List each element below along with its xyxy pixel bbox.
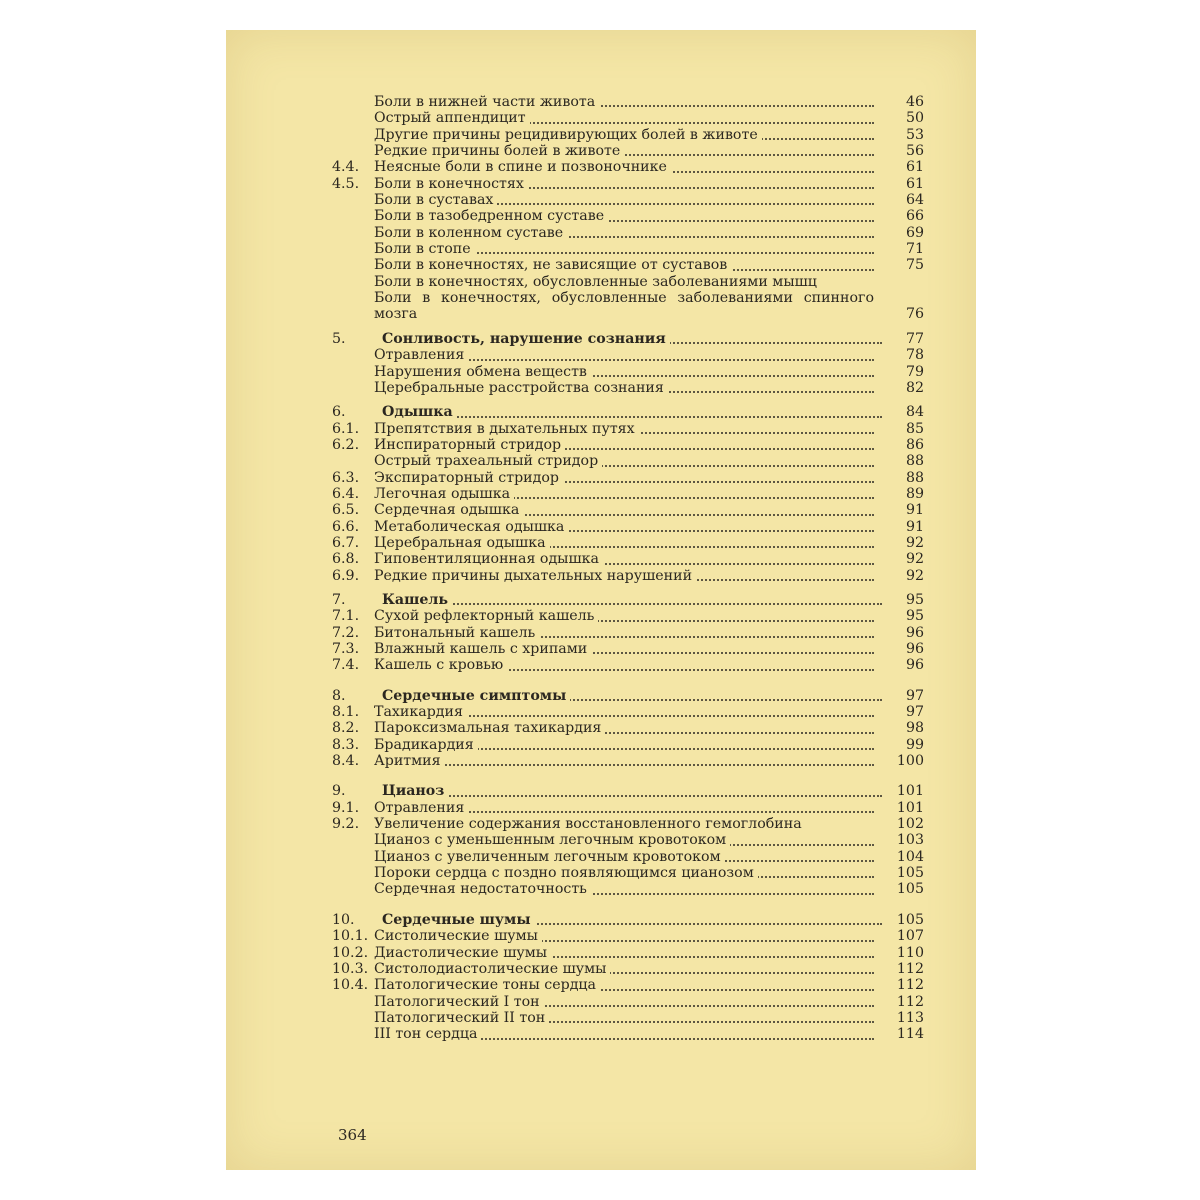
toc-entry-title-wrap xyxy=(382,404,882,420)
toc-entry-page: 105 xyxy=(896,911,924,928)
toc-entry-title-wrap xyxy=(374,110,874,126)
toc-entry xyxy=(332,657,928,673)
toc-entry-title-wrap xyxy=(374,568,874,584)
toc-entry xyxy=(332,568,928,584)
toc-entry-title-wrap xyxy=(374,364,874,380)
toc-entry-number: 5. xyxy=(332,330,346,347)
toc-entry xyxy=(332,257,928,273)
toc-entry-title-wrap xyxy=(374,720,874,736)
toc-entry xyxy=(332,519,928,535)
toc-entry-page: 88 xyxy=(905,453,924,470)
toc-entry-title-wrap xyxy=(374,657,874,673)
toc-entry-title: Боли в конечностях, обусловленные заболеваниями мышц xyxy=(374,274,821,290)
toc-entry xyxy=(332,470,928,486)
toc-entry-page: 107 xyxy=(896,928,924,945)
toc-entry-page: 56 xyxy=(905,143,924,160)
toc-entry-number: 6.1. xyxy=(332,420,360,437)
toc-entry-number: 6. xyxy=(332,404,346,421)
toc-entry-title-wrap xyxy=(374,961,874,977)
toc-entry-page: 91 xyxy=(905,502,924,519)
toc-entry-title: Острый аппендицит xyxy=(374,110,530,126)
toc-entry-number: 10.1. xyxy=(332,928,369,945)
toc-entry-title-wrap xyxy=(374,470,874,486)
toc-entry xyxy=(332,421,928,437)
toc-entry xyxy=(332,551,928,567)
toc-entry xyxy=(332,192,928,208)
toc-entry-page: 99 xyxy=(905,736,924,753)
toc-entry-title-wrap xyxy=(374,225,874,241)
toc-entry-title: Увеличение содержания восстановленного гемоглобина xyxy=(374,816,806,832)
toc-entry-page: 112 xyxy=(896,993,924,1010)
toc-entry-title-wrap xyxy=(374,994,874,1010)
toc-entry xyxy=(332,832,928,848)
toc-entry-title: Другие причины рецидивирующих болей в животе xyxy=(374,127,762,143)
toc-entry-page: 61 xyxy=(905,159,924,176)
toc-entry-page: 114 xyxy=(896,1026,924,1043)
toc-entry-title-wrap xyxy=(374,519,874,535)
toc-entry-page: 66 xyxy=(905,208,924,225)
toc-entry-page: 92 xyxy=(905,551,924,568)
toc-entry xyxy=(332,1010,928,1026)
toc-entry xyxy=(332,816,928,832)
toc-entry xyxy=(332,625,928,641)
toc-entry xyxy=(332,800,928,816)
toc-entry-title-wrap xyxy=(374,421,874,437)
toc-entry-title: Боли в стопе xyxy=(374,241,475,257)
toc-entry-number: 4.4. xyxy=(332,159,360,176)
toc-entry-number: 10.3. xyxy=(332,960,369,977)
toc-entry xyxy=(332,928,928,944)
toc-entry-title-wrap xyxy=(374,753,874,769)
toc-entry-title: Инспираторный стридор xyxy=(374,437,565,453)
toc-entry-number: 7.2. xyxy=(332,624,360,641)
toc-entry-page: 75 xyxy=(905,257,924,274)
toc-entry xyxy=(332,592,928,608)
toc-entry-title: Неясные боли в спине и позвоночнике xyxy=(374,159,671,175)
toc-entry-title: Брадикардия xyxy=(374,737,478,753)
toc-entry-number: 7. xyxy=(332,591,346,608)
toc-entry-page: 100 xyxy=(896,753,924,770)
toc-entry-title-wrap xyxy=(374,159,874,175)
toc-entry-title-wrap xyxy=(374,737,874,753)
toc-entry-title-wrap xyxy=(382,688,882,704)
dot-leader xyxy=(382,795,882,797)
toc-entry xyxy=(332,404,928,420)
toc-entry-page: 46 xyxy=(905,94,924,110)
toc-entry-page: 53 xyxy=(905,126,924,143)
toc-entry-title: Препятствия в дыхательных путях xyxy=(374,421,639,437)
toc-entry-title: Сердечные симптомы xyxy=(382,688,570,704)
toc-entry-title-wrap xyxy=(374,143,874,159)
toc-entry-title: Боли в нижней части живота xyxy=(374,94,599,110)
toc-entry-title: III тон сердца xyxy=(374,1026,481,1042)
toc-entry-title: Патологический II тон xyxy=(374,1010,549,1026)
toc-entry-page: 103 xyxy=(896,832,924,849)
toc-entry-title: Диастолические шумы xyxy=(374,945,551,961)
toc-entry-page: 105 xyxy=(896,865,924,882)
toc-entry-title: Цианоз с увеличенным легочным кровотоком xyxy=(374,849,725,865)
toc-entry-number: 10.4. xyxy=(332,977,369,994)
toc-entry-number: 10. xyxy=(332,911,355,928)
toc-entry xyxy=(332,437,928,453)
toc-entry-page: 105 xyxy=(896,881,924,898)
toc-entry-title-wrap xyxy=(374,241,874,257)
toc-entry-title-wrap xyxy=(374,192,874,208)
toc-entry-title-wrap xyxy=(374,535,874,551)
toc-entry-number: 4.5. xyxy=(332,175,360,192)
toc-entry xyxy=(332,641,928,657)
toc-entry-page: 86 xyxy=(905,436,924,453)
toc-entry-title: Редкие причины болей в животе xyxy=(374,143,624,159)
toc-entry-title: Сердечные шумы xyxy=(382,912,535,928)
toc-entry-page: 84 xyxy=(905,404,924,421)
toc-entry-title: Пароксизмальная тахикардия xyxy=(374,720,605,736)
toc-entry-title: Одышка xyxy=(382,404,457,420)
toc-entry-number: 8.1. xyxy=(332,704,360,721)
toc-entry-title-wrap xyxy=(374,881,874,897)
toc-entry-page: 104 xyxy=(896,848,924,865)
toc-entry-title-wrap xyxy=(382,331,882,347)
toc-entry-number: 8.3. xyxy=(332,736,360,753)
toc-entry-page: 85 xyxy=(905,420,924,437)
toc-entry xyxy=(332,945,928,961)
toc-entry-title: Аритмия xyxy=(374,753,445,769)
toc-entry-page: 78 xyxy=(905,347,924,364)
dot-leader xyxy=(382,416,882,418)
toc-entry xyxy=(332,753,928,769)
toc-entry-page: 82 xyxy=(905,379,924,396)
toc-entry-page: 110 xyxy=(896,944,924,961)
toc-entry-number: 7.3. xyxy=(332,641,360,657)
toc-entry-title-wrap xyxy=(374,1010,874,1026)
toc-entry-title: Церебральные расстройства сознания xyxy=(374,380,668,396)
toc-entry-page: 69 xyxy=(905,224,924,241)
toc-entry-title: Кашель с кровью xyxy=(374,657,507,673)
toc-entry-page: 101 xyxy=(896,783,924,800)
toc-entry-title-wrap xyxy=(374,608,874,624)
toc-entry-title-wrap xyxy=(374,849,874,865)
toc-entry-title: Патологический I тон xyxy=(374,994,544,1010)
toc-entry-number: 6.3. xyxy=(332,469,360,486)
toc-entry xyxy=(332,502,928,518)
toc-entry-number: 9. xyxy=(332,783,346,800)
toc-entry-page: 77 xyxy=(905,330,924,347)
toc-entry-page: 92 xyxy=(905,567,924,584)
toc-entry-title: Боли в конечностях, обусловленные заболеваниями спинного мозга xyxy=(374,290,874,323)
toc-entry-title-wrap xyxy=(374,290,874,323)
toc-entry-title-wrap xyxy=(374,274,874,290)
toc-entry xyxy=(332,241,928,257)
toc-entry-number: 8.4. xyxy=(332,753,360,770)
toc-entry-number: 6.7. xyxy=(332,534,360,551)
toc-entry-title: Цианоз xyxy=(382,783,448,799)
toc-entry-title: Острый трахеальный стридор xyxy=(374,453,602,469)
toc-entry xyxy=(332,849,928,865)
toc-entry xyxy=(332,486,928,502)
toc-entry-title: Влажный кашель с хрипами xyxy=(374,641,591,657)
toc-entry-title-wrap xyxy=(374,486,874,502)
toc-entry-number: 6.2. xyxy=(332,436,360,453)
toc-entry-number: 7.1. xyxy=(332,608,360,625)
toc-entry-page: 96 xyxy=(905,624,924,641)
toc-entry-title-wrap xyxy=(374,257,874,273)
toc-entry-title: Редкие причины дыхательных нарушений xyxy=(374,568,696,584)
toc-entry xyxy=(332,110,928,126)
toc-entry xyxy=(332,331,928,347)
table-of-contents xyxy=(332,94,928,1043)
toc-entry xyxy=(332,453,928,469)
toc-entry-title-wrap xyxy=(374,347,874,363)
toc-entry-title: Отравления xyxy=(374,800,468,816)
toc-entry-title: Битональный кашель xyxy=(374,625,539,641)
toc-entry xyxy=(332,225,928,241)
toc-entry xyxy=(332,127,928,143)
toc-entry-number: 6.4. xyxy=(332,485,360,502)
toc-entry xyxy=(332,688,928,704)
toc-entry-title-wrap xyxy=(374,832,874,848)
toc-entry xyxy=(332,364,928,380)
toc-entry xyxy=(332,704,928,720)
toc-entry-title: Боли в конечностях, не зависящие от суставов xyxy=(374,257,731,273)
toc-entry-title-wrap xyxy=(374,437,874,453)
toc-entry-title-wrap xyxy=(374,551,874,567)
toc-entry-page: 98 xyxy=(905,720,924,737)
toc-entry xyxy=(332,737,928,753)
toc-entry-title-wrap xyxy=(382,783,882,799)
toc-entry xyxy=(332,143,928,159)
toc-entry-page: 95 xyxy=(905,591,924,608)
toc-entry-number: 10.2. xyxy=(332,944,369,961)
toc-entry xyxy=(332,159,928,175)
toc-entry-title-wrap xyxy=(374,380,874,396)
toc-entry-page: 92 xyxy=(905,534,924,551)
toc-entry xyxy=(332,176,928,192)
toc-entry-page: 95 xyxy=(905,608,924,625)
toc-entry-title: Церебральная одышка xyxy=(374,535,550,551)
toc-entry-page: 88 xyxy=(905,469,924,486)
toc-entry xyxy=(332,94,928,110)
toc-entry-page: 64 xyxy=(905,192,924,209)
dot-leader xyxy=(382,603,882,605)
toc-entry-page: 112 xyxy=(896,960,924,977)
toc-entry xyxy=(332,290,928,323)
toc-entry-title-wrap xyxy=(374,625,874,641)
toc-entry-title: Систолические шумы xyxy=(374,928,542,944)
toc-entry-title-wrap xyxy=(382,592,882,608)
toc-entry xyxy=(332,720,928,736)
toc-entry-title: Экспираторный стридор xyxy=(374,470,563,486)
toc-entry xyxy=(332,881,928,897)
toc-entry-title: Нарушения обмена веществ xyxy=(374,364,591,380)
toc-entry-title-wrap xyxy=(374,704,874,720)
toc-entry-page: 96 xyxy=(905,641,924,657)
toc-entry-page: 79 xyxy=(905,363,924,380)
toc-entry-page: 50 xyxy=(905,110,924,127)
toc-entry-page: 76 xyxy=(905,306,924,323)
toc-entry-number: 6.8. xyxy=(332,551,360,568)
toc-entry-title: Сердечная одышка xyxy=(374,502,523,518)
toc-entry-title: Боли в суставах xyxy=(374,192,497,208)
toc-entry-number: 9.2. xyxy=(332,816,360,833)
toc-entry xyxy=(332,608,928,624)
toc-entry-title: Тахикардия xyxy=(374,704,467,720)
dot-leader xyxy=(374,764,874,766)
toc-entry-title: Сонливость, нарушение сознания xyxy=(382,331,670,347)
toc-entry-page: 112 xyxy=(896,977,924,994)
toc-entry-title-wrap xyxy=(374,94,874,110)
toc-entry-page: 61 xyxy=(905,175,924,192)
toc-entry-number: 8. xyxy=(332,687,346,704)
toc-entry-page: 71 xyxy=(905,241,924,258)
toc-entry xyxy=(332,208,928,224)
toc-entry-page: 97 xyxy=(905,687,924,704)
toc-entry-page: 101 xyxy=(896,799,924,816)
toc-entry-number: 8.2. xyxy=(332,720,360,737)
toc-entry-title-wrap xyxy=(374,945,874,961)
toc-entry-number: 9.1. xyxy=(332,799,360,816)
toc-entry xyxy=(332,865,928,881)
toc-entry-title-wrap xyxy=(374,453,874,469)
toc-entry-title-wrap xyxy=(374,928,874,944)
toc-entry xyxy=(332,961,928,977)
toc-entry-title: Патологические тоны сердца xyxy=(374,977,600,993)
toc-entry-title-wrap xyxy=(374,977,874,993)
toc-entry-number: 6.5. xyxy=(332,502,360,519)
toc-entry xyxy=(332,380,928,396)
toc-entry-title: Цианоз с уменьшенным легочным кровотоком xyxy=(374,832,730,848)
toc-entry-title: Систолодиастолические шумы xyxy=(374,961,610,977)
toc-entry-title: Гиповентиляционная одышка xyxy=(374,551,603,567)
toc-entry xyxy=(332,912,928,928)
toc-entry-page: 91 xyxy=(905,518,924,535)
toc-entry-title: Боли в конечностях xyxy=(374,176,528,192)
toc-entry-title-wrap xyxy=(374,641,874,657)
toc-entry-page: 97 xyxy=(905,704,924,721)
toc-entry-title: Пороки сердца с поздно появляющимся цианозом xyxy=(374,865,758,881)
toc-entry-number: 6.9. xyxy=(332,567,360,584)
toc-entry-page: 102 xyxy=(896,816,924,833)
toc-entry-title-wrap xyxy=(374,865,874,881)
toc-entry-title-wrap xyxy=(374,208,874,224)
toc-entry-page: 113 xyxy=(896,1009,924,1026)
toc-entry-title: Кашель xyxy=(382,592,452,608)
toc-entry xyxy=(332,1026,928,1042)
toc-entry-number: 6.6. xyxy=(332,518,360,535)
page-number: 364 xyxy=(338,1126,367,1144)
toc-entry xyxy=(332,977,928,993)
toc-entry xyxy=(332,994,928,1010)
toc-entry-title-wrap xyxy=(374,502,874,518)
toc-entry-title-wrap xyxy=(374,1026,874,1042)
toc-entry-title-wrap xyxy=(374,127,874,143)
toc-entry-title: Метаболическая одышка xyxy=(374,519,568,535)
toc-entry-title: Сердечная недостаточность xyxy=(374,881,591,897)
toc-entry-title-wrap xyxy=(374,800,874,816)
toc-entry-title: Боли в коленном суставе xyxy=(374,225,567,241)
toc-entry-page: 96 xyxy=(905,657,924,674)
toc-entry-title-wrap xyxy=(374,816,874,832)
toc-entry-title: Отравления xyxy=(374,347,468,363)
toc-entry-title: Сухой рефлекторный кашель xyxy=(374,608,598,624)
toc-entry-title-wrap xyxy=(374,176,874,192)
toc-entry-title: Легочная одышка xyxy=(374,486,514,502)
toc-entry-title-wrap xyxy=(382,912,882,928)
toc-entry-number: 7.4. xyxy=(332,657,360,674)
toc-entry xyxy=(332,274,928,290)
toc-entry xyxy=(332,535,928,551)
toc-entry xyxy=(332,783,928,799)
toc-entry-page: 89 xyxy=(905,485,924,502)
toc-entry xyxy=(332,347,928,363)
toc-entry-title: Боли в тазобедренном суставе xyxy=(374,208,608,224)
